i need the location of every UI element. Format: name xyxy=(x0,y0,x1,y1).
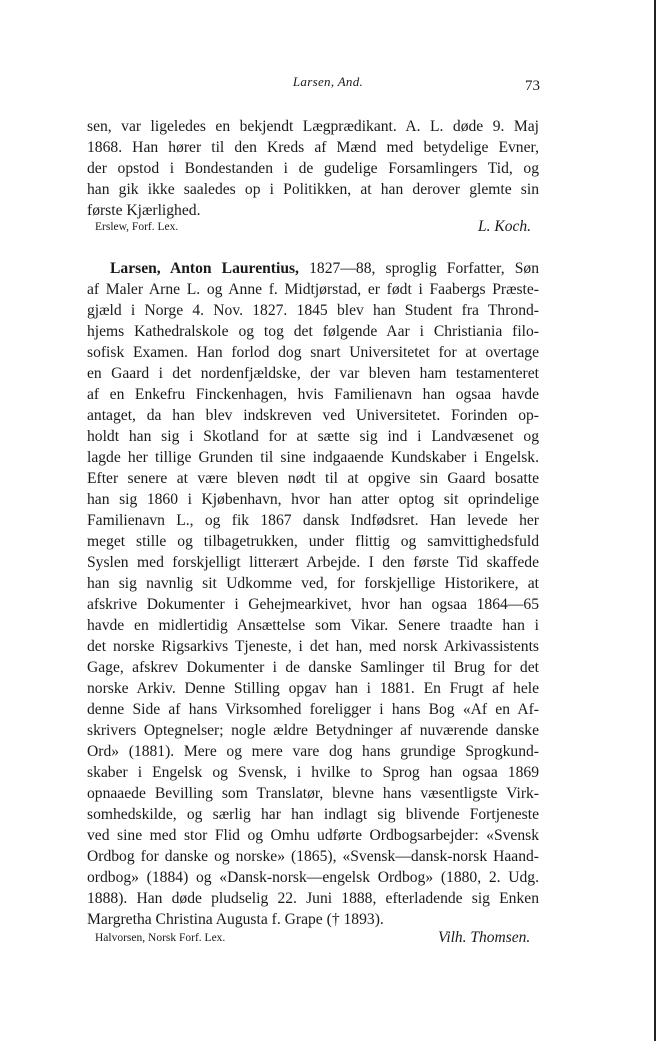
entry1-source: Erslew, Forf. Lex. xyxy=(95,221,179,233)
entry2-line: antaget, da han blev indskreven ved Universitetet. Forinden op- xyxy=(87,407,539,424)
entry2-line: holdt han sig i Skotland for at sætte sig ind i Landvæsenet og xyxy=(87,428,539,445)
entry2-line: denne Side af hans Virksomhed foreligger i hans Bog «Af en Af- xyxy=(87,701,539,718)
entry2-line: norske Arkiv. Denne Stilling opgav han i 1881. En Frugt af hele xyxy=(87,680,539,697)
entry2-line: somhedskilde, og særlig har han indlagt sig blivende Fortjeneste xyxy=(87,806,539,823)
entry2-line: Familienavn L., og fik 1867 dansk Indfødsret. Han levede her xyxy=(87,512,539,529)
entry2-line: Ordbog for danske og norske» (1865), «Svensk—dansk-norsk Haand- xyxy=(87,848,539,865)
entry2-line: Ord» (1881). Mere og mere vare dog hans grundige Sprogkund- xyxy=(87,743,539,760)
entry1-line: 1868. Han hører til den Kreds af Mænd med betydelige Evner, xyxy=(87,139,539,156)
entry2-line: sofisk Examen. Han forlod dog snart Universitetet for at overtage xyxy=(87,344,539,361)
entry2-line: Syslen med forskjelligt litterært Arbejde. I den første Tid skaffede xyxy=(87,554,539,571)
entry2-line: afskrive Dokumenter i Gehejmearkivet, hvor han ogsaa 1864—65 xyxy=(87,596,539,613)
entry2-line: ordbog» (1884) og «Dansk-norsk—engelsk Ordbog» (1880, 2. Udg. xyxy=(87,869,539,886)
entry2-line: 1888). Han døde pludselig 22. Juni 1888, efterladende sig Enken xyxy=(87,890,539,907)
entry2-first-line xyxy=(110,258,539,279)
entry2-line: hjems Kathedralskole og tog det følgende Aar i Christiania filo- xyxy=(87,323,539,340)
entry2-signature: Vilh. Thomsen. xyxy=(438,929,531,946)
entry2-line: Gage, afskrev Dokumenter i de danske Samlinger til Brug for det xyxy=(87,659,539,676)
entry2-line: opnaaede Bevilling som Translatør, blevne hans væsentligste Virk- xyxy=(87,785,539,802)
entry2-line: af Maler Arne L. og Anne f. Midtjørstad, er født i Faabergs Præste- xyxy=(87,281,539,298)
entry2-line: ved sine med stor Flid og Omhu udførte Ordbogsarbejder: «Svensk xyxy=(87,827,539,844)
running-header: Larsen, And. xyxy=(292,74,364,89)
entry2-line: det norske Rigsarkivs Tjeneste, i det han, med norsk Arkivassistents xyxy=(87,638,539,655)
entry2-line: Efter senere at være bleven nødt til at opgive sin Gaard bosatte xyxy=(87,470,539,487)
entry2-line: gjæld i Norge 4. Nov. 1827. 1845 blev han Student fra Thrond- xyxy=(87,302,539,319)
entry1-line: han gik ikke saaledes op i Politikken, at han derover glemte sin xyxy=(87,181,539,198)
entry2-line: af en Enkefru Finckenhagen, hvis Familienavn han ogsaa havde xyxy=(87,386,539,403)
entry2-line: havde en midlertidig Ansættelse som Vikar. Senere traadte han i xyxy=(87,617,539,634)
entry2-line: meget stille og tilbagetrukken, under flittig og samvittighedsfuld xyxy=(87,533,539,550)
entry1-signature: L. Koch. xyxy=(478,218,531,235)
entry1-line: første Kjærlighed. xyxy=(87,202,201,219)
entry2-line: en Gaard i det nordenfjældske, der var bleven ham testamenteret xyxy=(87,365,539,382)
entry2-line: lagde her tillige Grunden til sine indgaaende Kundskaber i Engelsk. xyxy=(87,449,539,466)
entry2-headword: Larsen, Anton Laurentius, xyxy=(110,260,299,277)
page-number: 73 xyxy=(525,78,540,94)
entry2-line: skaber i Engelsk og Svensk, i hvilke to Sprog han ogsaa 1869 xyxy=(87,764,539,781)
entry2-line: skrivers Optegnelser; nogle ældre Betydninger af nuværende danske xyxy=(87,722,539,739)
entry2-first-line-rest: 1827—88, sproglig Forfatter, Søn xyxy=(309,260,539,277)
entry1-line: der opstod i Bondestanden i de gudelige Forsamlingers Tid, og xyxy=(87,160,539,177)
entry2-line: han sig navnlig sit Udkomme ved, for forskjellige Historikere, at xyxy=(87,575,539,592)
entry1-line: sen, var ligeledes en bekjendt Lægprædikant. A. L. døde 9. Maj xyxy=(87,118,539,135)
entry2-source: Halvorsen, Norsk Forf. Lex. xyxy=(95,932,226,944)
entry2-line: Margretha Christina Augusta f. Grape († 1893). xyxy=(87,911,384,928)
entry2-line: han sig 1860 i Kjøbenhavn, hvor han atter optog sit oprindelige xyxy=(87,491,539,508)
